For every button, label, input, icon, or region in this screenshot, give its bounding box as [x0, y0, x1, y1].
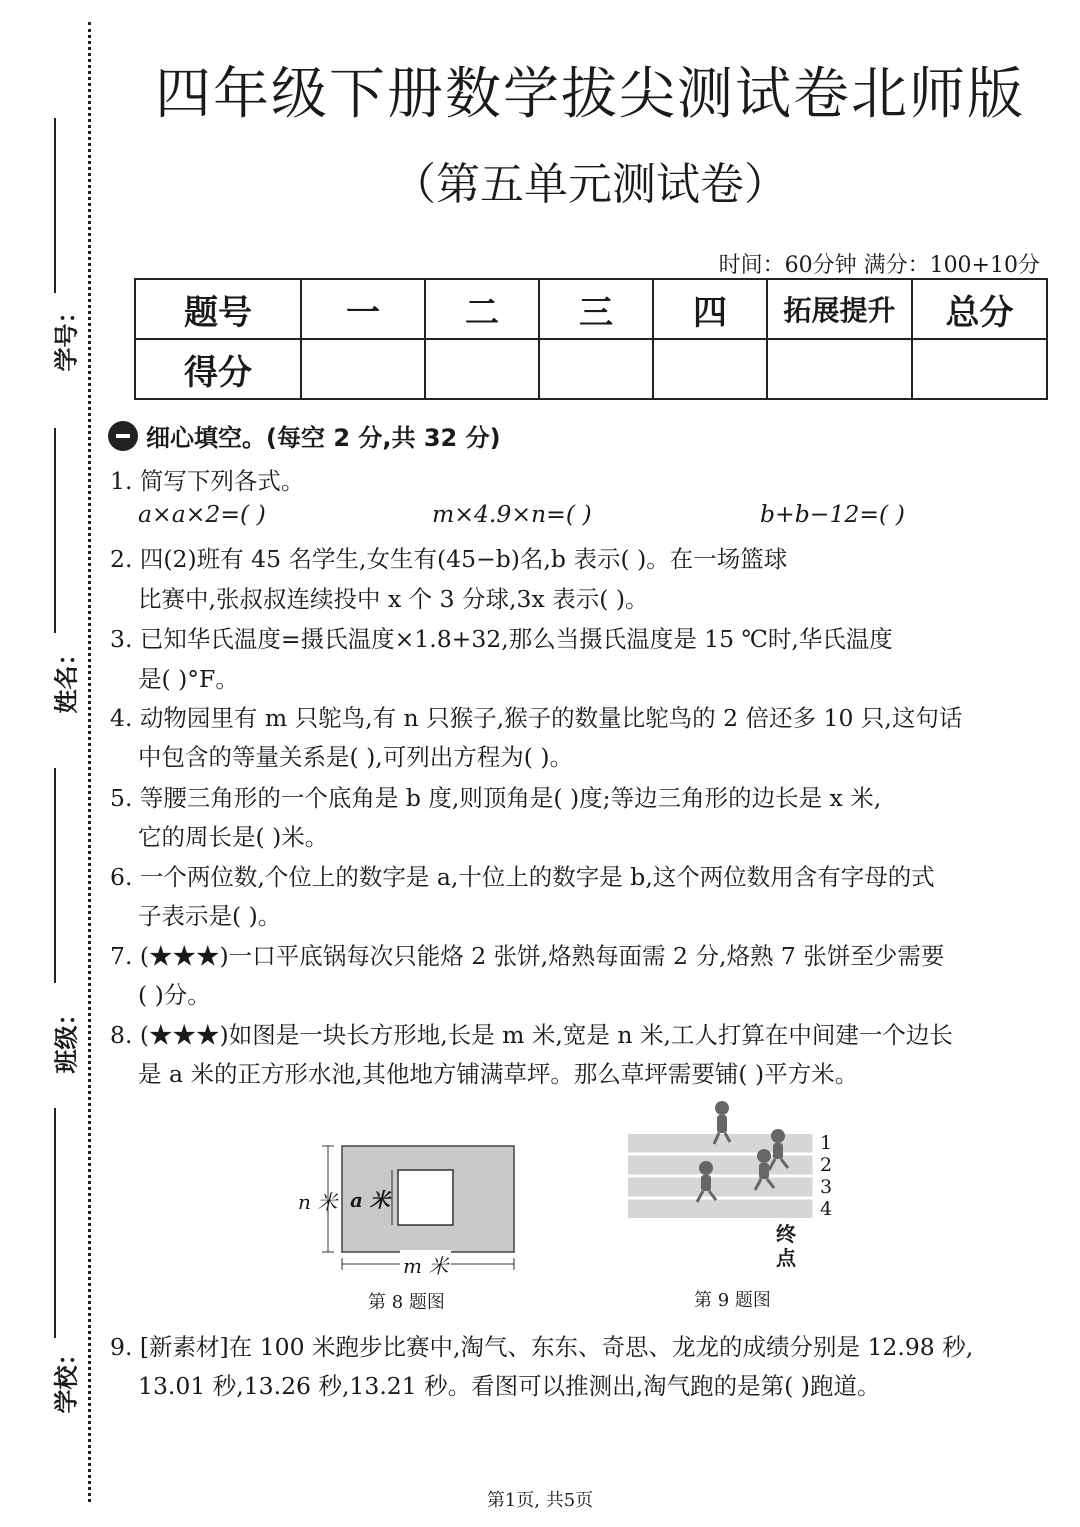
section-heading — [108, 418, 501, 453]
score-table-header-row — [135, 279, 1047, 339]
question-9-line-2: 13.01 秒,13.26 秒,13.21 秒。看图可以推测出,淘气跑的是第( )跑道。 — [138, 1372, 881, 1400]
figure-9-caption: 第 9 题图 — [694, 1290, 771, 1311]
finish-char: 点 — [776, 1246, 796, 1270]
score-table-score-row — [135, 339, 1047, 399]
question-7-line-1: 7. (★★★)一口平底锅每次只能烙 2 张饼,烙熟每面需 2 分,烙熟 7 张饼至少需要 — [110, 942, 945, 970]
class-rule — [54, 768, 56, 983]
figure-9 — [622, 1098, 852, 1311]
question-9-line-1: 9. [新素材]在 100 米跑步比赛中,淘气、东东、奇思、龙龙的成绩分别是 12.98 秒, — [110, 1333, 974, 1361]
question-8-line-1: 8. (★★★)如图是一块长方形地,长是 m 米,宽是 n 米,工人打算在中间建一个边长 — [110, 1021, 953, 1049]
question-3-line-1: 3. 已知华氏温度=摄氏温度×1.8+32,那么当摄氏温度是 15 ℃时,华氏温度 — [110, 625, 893, 653]
question-2-line-1: 2. 四(2)班有 45 名学生,女生有(45−b)名,b 表示( )。在一场篮球 — [110, 545, 788, 573]
student-no-rule — [54, 118, 56, 293]
question-3-line-2: 是( )°F。 — [138, 665, 239, 693]
page-title: 四年级下册数学拔尖测试卷北师版 — [155, 62, 1025, 127]
lane-number: 2 — [820, 1154, 833, 1176]
section-heading-text: 细心填空。(每空 2 分,共 32 分) — [146, 424, 501, 452]
score-table-cell: 拓展提升 — [767, 279, 912, 339]
question-8-line-2: 是 a 米的正方形水池,其他地方铺满草坪。那么草坪需要铺( )平方米。 — [138, 1060, 859, 1088]
question-5-line-1: 5. 等腰三角形的一个底角是 b 度,则顶角是( )度;等边三角形的边长是 x 米, — [110, 784, 882, 812]
binding-dotted-line — [88, 22, 91, 1502]
figure-8-caption: 第 8 题图 — [368, 1292, 445, 1313]
score-input-cell[interactable] — [912, 339, 1047, 399]
section-number-icon — [108, 421, 138, 451]
score-row-label: 得分 — [135, 339, 301, 399]
figure-8-n-label: n 米 — [298, 1190, 338, 1214]
question-5-line-2: 它的周长是( )米。 — [138, 823, 329, 851]
class-label: 班级： — [52, 1001, 81, 1074]
score-input-cell[interactable] — [301, 339, 425, 399]
finish-char: 终 — [776, 1222, 796, 1246]
name-rule — [54, 428, 56, 633]
score-input-cell[interactable] — [767, 339, 912, 399]
score-table-cell: 一 — [301, 279, 425, 339]
school-label: 学校： — [52, 1341, 81, 1414]
question-1-line: 1. 简写下列各式。 — [110, 467, 305, 495]
name-label: 姓名： — [52, 641, 81, 714]
question-1-part-c: b+b−12=( ) — [760, 500, 905, 528]
score-table-cell: 题号 — [135, 279, 301, 339]
score-input-cell[interactable] — [539, 339, 653, 399]
question-4-line-2: 中包含的等量关系是( ),可列出方程为( )。 — [138, 743, 574, 771]
score-table-cell: 二 — [425, 279, 539, 339]
question-7-line-2: ( )分。 — [138, 981, 211, 1009]
question-6-line-1: 6. 一个两位数,个位上的数字是 a,十位上的数字是 b,这个两位数用含有字母的式 — [110, 863, 935, 891]
score-table-cell: 四 — [653, 279, 767, 339]
score-input-cell[interactable] — [653, 339, 767, 399]
student-no-label: 学号： — [52, 299, 81, 372]
lane-number: 3 — [820, 1176, 833, 1198]
page-subtitle: （第五单元测试卷） — [392, 159, 788, 210]
question-6-line-2: 子表示是( )。 — [138, 902, 282, 930]
question-1-part-b: m×4.9×n=( ) — [432, 500, 592, 528]
score-table — [134, 278, 1048, 400]
figure-8-a-label: a 米 — [350, 1188, 390, 1212]
time-score-info: 时间：60分钟 满分：100+10分 — [718, 253, 1040, 278]
page-footer: 第1页, 共5页 — [486, 1490, 594, 1511]
figure-8-m-label: m 米 — [400, 1250, 451, 1279]
square-pool — [398, 1170, 453, 1225]
lane-number: 4 — [820, 1198, 833, 1220]
question-2-line-2: 比赛中,张叔叔连续投中 x 个 3 分球,3x 表示( )。 — [138, 585, 649, 613]
lane-number: 1 — [820, 1132, 833, 1154]
finish-label — [776, 1222, 796, 1270]
score-table-cell: 总分 — [912, 279, 1047, 339]
school-rule — [54, 1108, 56, 1338]
question-1-part-a: a×a×2=( ) — [138, 500, 266, 528]
score-input-cell[interactable] — [425, 339, 539, 399]
figure-8 — [296, 1138, 536, 1313]
figure-9-track — [622, 1098, 852, 1228]
score-table-cell: 三 — [539, 279, 653, 339]
question-4-line-1: 4. 动物园里有 m 只鸵鸟,有 n 只猴子,猴子的数量比鸵鸟的 2 倍还多 10 只,这句话 — [110, 704, 963, 732]
lane-numbers — [820, 1132, 832, 1220]
